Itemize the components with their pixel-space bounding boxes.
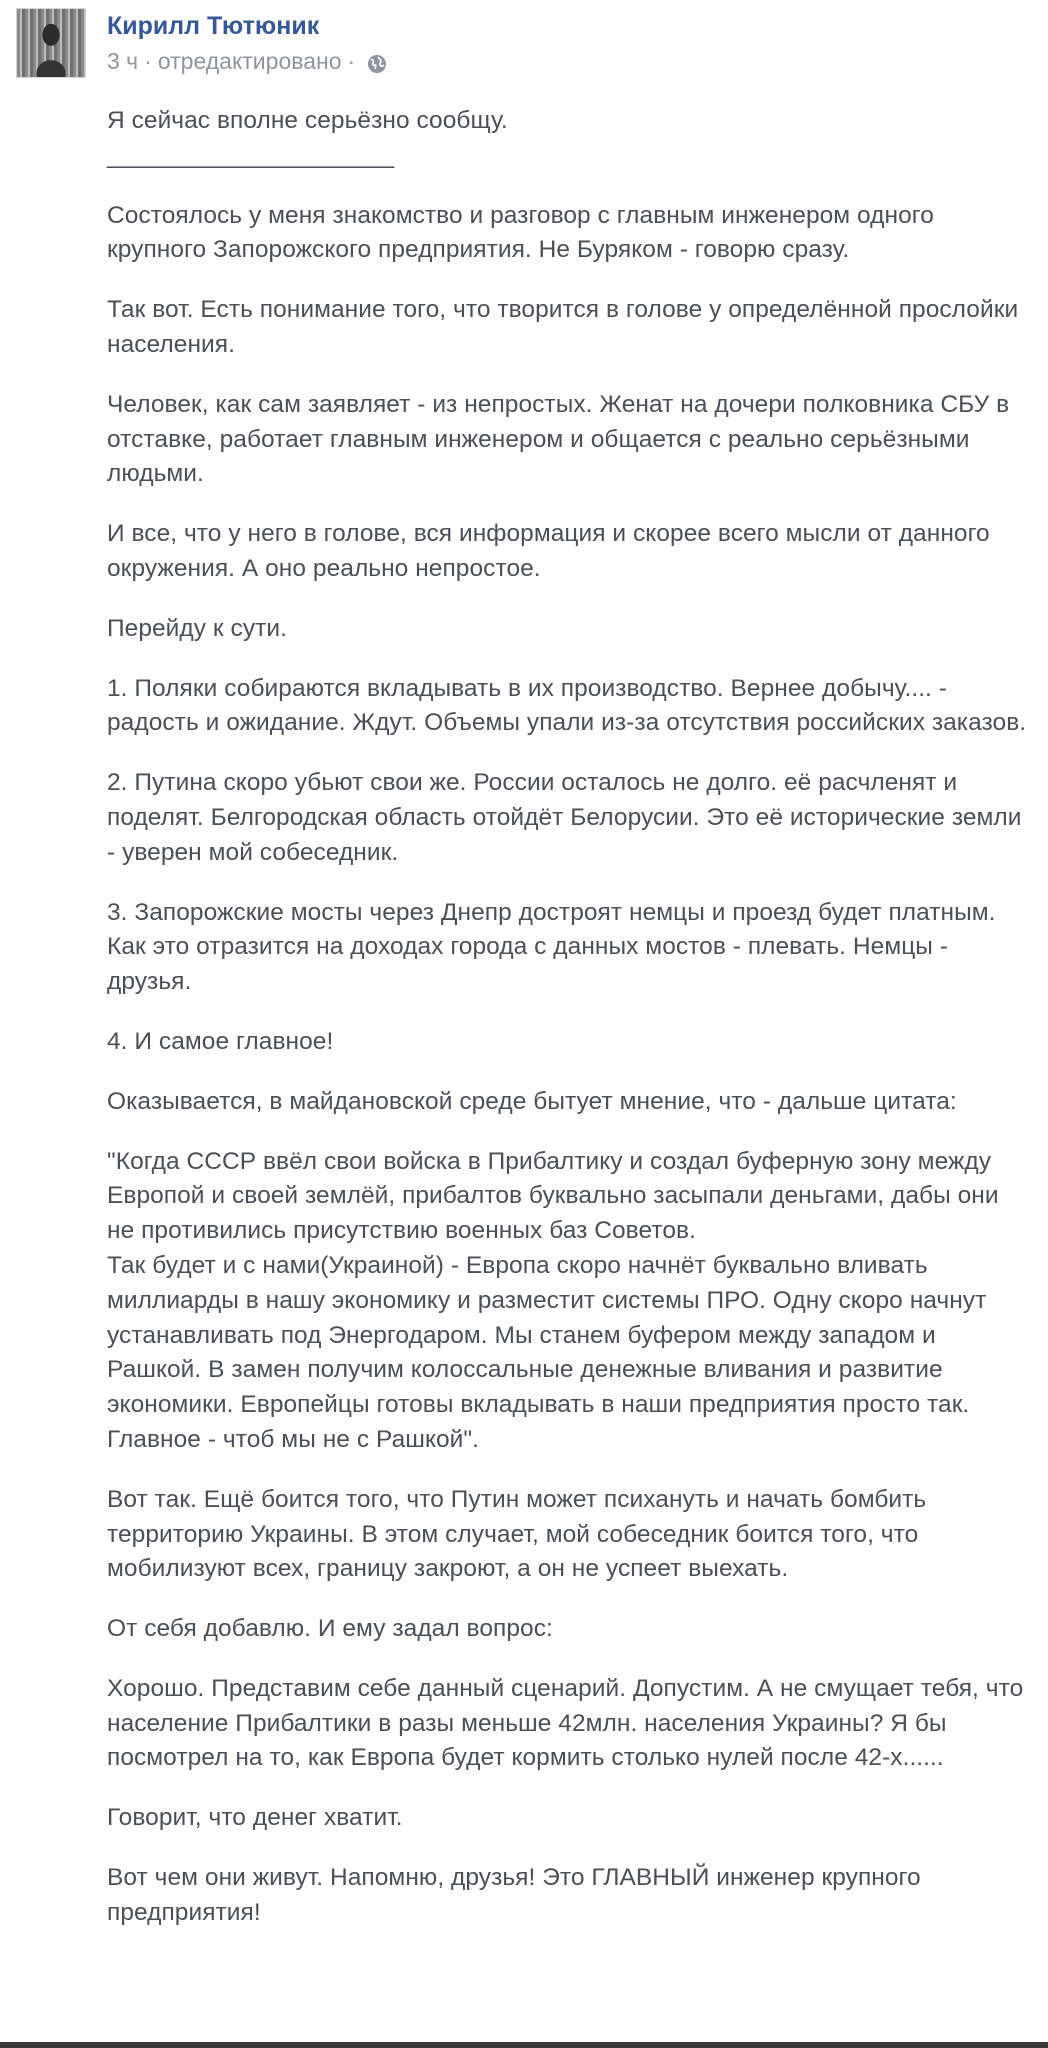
post-paragraph: Говорит, что денег хватит.: [107, 1804, 403, 1832]
post-paragraph: 1. Поляки собираются вкладывать в их производство. Вернее добычу.... - радость и ожидание. Ждут. Объемы упали из-за отсутствия российских заказов.: [107, 674, 1027, 737]
post-paragraph: Я сейчас вполне серьёзно сообщу. _____________________: [107, 107, 508, 169]
post-paragraph: Человек, как сам заявляет - из непростых. Женат на дочери полковника СБУ в отставке, работает главным инженером и общается с реально серьёзными людьми.: [107, 390, 1010, 488]
bottom-divider: [0, 2042, 1048, 2048]
post-paragraph: Перейду к сути.: [107, 614, 288, 642]
meta-separator: ·: [144, 48, 152, 74]
post-paragraph: Оказывается, в майдановской среде бытует мнение, что - дальше цитата:: [107, 1087, 957, 1115]
post-paragraph: Вот так. Ещё боится того, что Путин может психануть и начать бомбить территорию Украины. В этом случает, мой собеседник боится того, что мобилизуют всех, границу закроют, а он не успеет выехать.: [107, 1485, 927, 1583]
post-paragraph: "Когда СССР ввёл свои войска в Прибалтику и создал буферную зону между Европой и своей землёй, прибалтов буквально засыпали деньгами, дабы они не противились присутствию военных баз Советов. Так будет и с нами(Украиной) - Европа скоро начнёт буквально вливать миллиарды в нашу экономику и разместит системы ПРО. Одну скоро начнут устанавливать под Энергодаром. Мы станем буфером между западом и Рашкой. В замен получим колоссальные денежные вливания и развитие экономики. Европейцы готовы вкладывать в наши предприятия просто так. Главное - чтоб мы не с Рашкой".: [107, 1147, 999, 1453]
post-paragraph: Так вот. Есть понимание того, что творится в голове у определённой прослойки населения.: [107, 296, 1019, 358]
post-paragraph: И все, что у него в голове, вся информация и скорее всего мысли от данного окружения. А оно реально непростое.: [107, 520, 990, 582]
post-paragraph: Состоялось у меня знакомство и разговор с главным инженером одного крупного Запорожского предприятия. Не Буряком - говорю сразу.: [107, 201, 934, 264]
post-paragraph: 2. Путина скоро убьют свои же. России осталось не долго. её расчленят и поделят. Белгородская область отойдёт Белорусии. Это её исторические земли - уверен мой собеседник.: [107, 769, 1022, 866]
post-paragraph: 4. И самое главное!: [107, 1027, 334, 1055]
globe-icon[interactable]: [367, 53, 387, 73]
meta-separator: ·: [347, 48, 356, 74]
edited-label[interactable]: отредактировано: [157, 48, 342, 74]
post-paragraph: 3. Запорожские мосты через Днепр достроят немцы и проезд будет платным. Как это отразится на доходах города с данных мостов - плевать. Немцы - друзья.: [107, 898, 996, 996]
post-paragraph: Вот чем они живут. Напомню, друзья! Это ГЛАВНЫЙ инженер крупного предприятия!: [107, 1864, 921, 1926]
post-body: [107, 104, 1032, 1956]
post-paragraph: От себя добавлю. И ему задал вопрос:: [107, 1615, 553, 1643]
post-meta: [107, 48, 387, 75]
post-timestamp[interactable]: 3 ч: [107, 48, 139, 74]
post-header: [16, 8, 1016, 78]
author-name[interactable]: Кирилл Тютюник: [107, 12, 320, 40]
post-paragraph: Хорошо. Представим себе данный сценарий. Допустим. А не смущает тебя, что население Прибалтики в разы меньше 42млн. населения Украины? Я бы посмотрел на то, как Европа будет кормить столько нулей после 42-х......: [107, 1674, 1024, 1772]
avatar[interactable]: [16, 8, 86, 78]
